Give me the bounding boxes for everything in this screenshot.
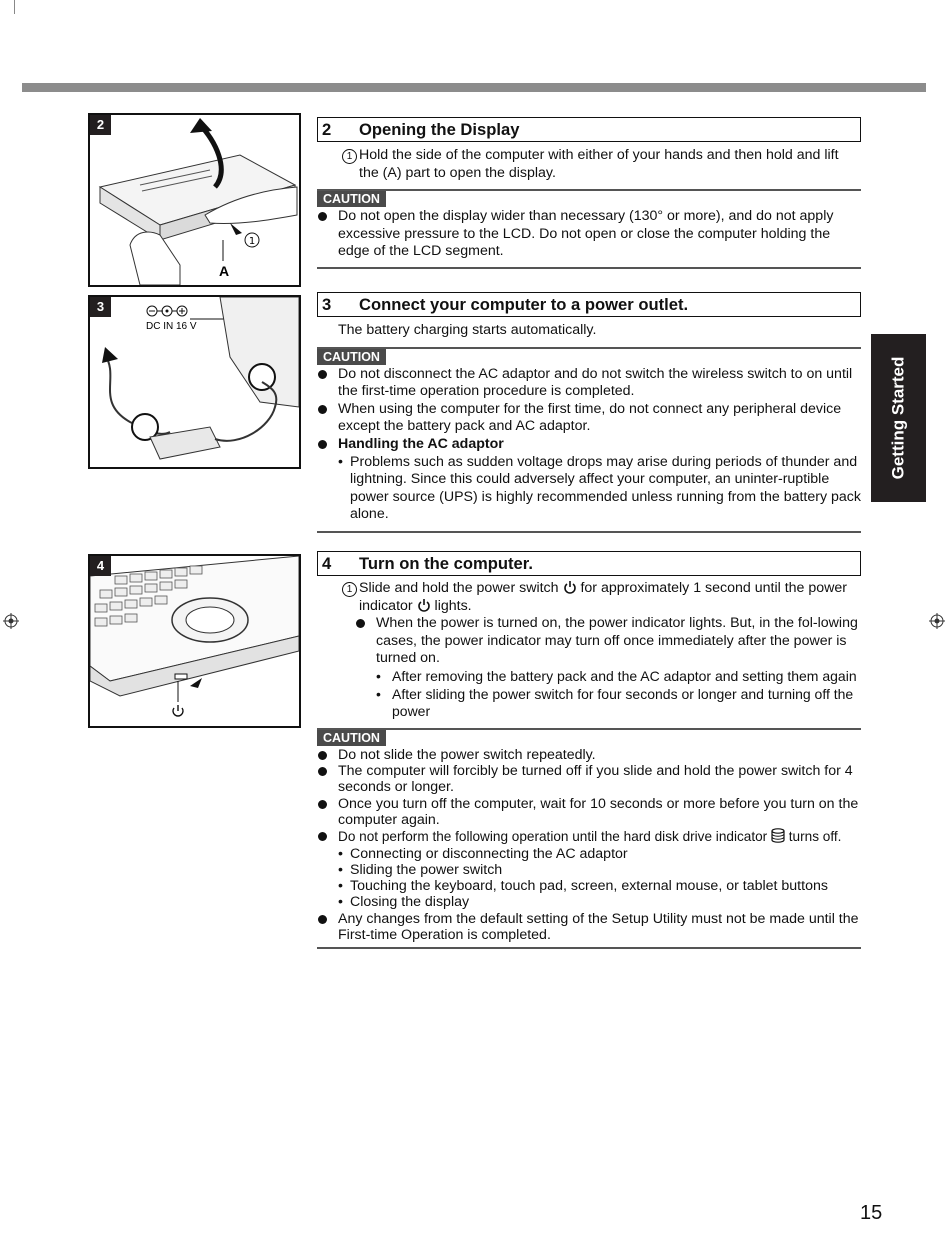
registration-mark-icon (929, 613, 945, 629)
section-title: Turn on the computer. (359, 554, 533, 573)
crop-mark-top-left (0, 0, 15, 14)
header-rule (22, 83, 926, 92)
caution-item: When using the computer for the first time, do not connect any peripheral device except the battery pack and AC adaptor. (317, 401, 861, 436)
hdd-text-1: Do not perform the following operation until the hard disk drive indicator (338, 829, 768, 845)
section-opening-display (317, 117, 861, 269)
caution-sub-item: • Sliding the power switch (317, 862, 861, 878)
section-end-rule (317, 267, 861, 269)
side-tab-getting-started (871, 334, 926, 502)
power-switch-icon (563, 580, 577, 594)
figure-turn-on (88, 554, 301, 728)
note-sub-item: • After removing the battery pack and the AC adaptor and setting them again (355, 668, 861, 686)
section-power-outlet (317, 292, 861, 533)
hdd-text-2: turns off. (788, 829, 842, 845)
section-end-rule (317, 947, 861, 949)
caution-sub-item: • Touching the keyboard, touch pad, screen, external mouse, or tablet buttons (317, 878, 861, 894)
figure-opening-display (88, 113, 301, 287)
caution-label: CAUTION (317, 349, 386, 365)
power-indicator-icon (417, 598, 431, 612)
note-item: When the power is turned on, the power indicator lights. But, in the fol-lowing cases, the power indicator may turn off once immediately after the power is turned on. (355, 615, 861, 668)
section-title: Opening the Display (359, 120, 520, 139)
figure-callout-letter: A (218, 263, 230, 279)
section-number: 4 (322, 554, 332, 573)
caution-rule (317, 347, 861, 365)
step-item (317, 147, 861, 182)
caution-rule (317, 189, 861, 207)
figure-power-outlet (88, 295, 301, 469)
step-item (317, 580, 861, 615)
caution-item: Do not disconnect the AC adaptor and do not switch the wireless switch to on until the first-time operation procedure is completed. (317, 366, 861, 401)
caution-item: Any changes from the default setting of the Setup Utility must not be made until the First-time Operation is completed. (317, 911, 861, 944)
section-intro: The battery charging starts automatically. (338, 322, 597, 338)
caution-item: Do not open the display wider than necessary (130° or more), and do not apply excessive pressure to the LCD. Do not open or close the computer holding the edge of the LCD segment. (317, 208, 861, 261)
section-heading (317, 117, 861, 142)
figure-number: 3 (90, 297, 111, 317)
caution-label: CAUTION (317, 730, 386, 746)
power-icon (173, 705, 183, 716)
step-text-1: Slide and hold the power switch (359, 580, 559, 596)
dc-polarity-icon (147, 306, 187, 316)
hard-disk-indicator-icon (771, 828, 785, 843)
section-title: Connect your computer to a power outlet. (359, 295, 689, 314)
step-text-2: for approximately 1 second until the power indicator (359, 580, 848, 614)
caution-sub-item: • Problems such as sudden voltage drops may arise during periods of thunder and lightning. Since this could adversely affect your computer, an uninter-ruptible power source (UPS) is highly recommended unless running from the battery pack alone. (317, 454, 861, 524)
side-tab-label: Getting Started (888, 356, 908, 480)
caution-item: Once you turn off the computer, wait for 10 seconds or more before you turn on the computer again. (317, 796, 861, 829)
step-number: 1 (342, 582, 357, 597)
section-heading (317, 551, 861, 576)
note-sub-item: • After sliding the power switch for four seconds or longer and turning off the power (355, 686, 861, 721)
figure-number: 2 (90, 115, 111, 135)
caution-list (317, 747, 861, 944)
caution-item: Do not slide the power switch repeatedly. (317, 747, 861, 763)
section-turn-on (317, 551, 861, 949)
caution-subheading: Handling the AC adaptor (338, 435, 504, 452)
step-text-3: lights. (434, 597, 472, 614)
caution-sub-item: • Closing the display (317, 894, 861, 910)
connector-label: DC IN 16 V (146, 321, 197, 332)
page-number: 15 (860, 1202, 883, 1224)
figure-number: 4 (90, 556, 111, 576)
step-text: Hold the side of the computer with either of your hands and then hold and lift the (A) part to open the display. (359, 147, 839, 181)
caution-item: The computer will forcibly be turned off if you slide and hold the power switch for 4 seconds or longer. (317, 763, 861, 796)
laptop-opening-illustration (90, 115, 299, 285)
caution-sub-item: • Connecting or disconnecting the AC adaptor (317, 846, 861, 862)
registration-mark-icon (3, 613, 19, 629)
keyboard-power-switch-illustration (90, 556, 299, 726)
caution-rule (317, 728, 861, 746)
figure-callout-number: 1 (248, 236, 256, 247)
ac-adaptor-illustration (90, 297, 299, 467)
caution-label: CAUTION (317, 191, 386, 207)
section-number: 3 (322, 295, 332, 314)
caution-item (317, 828, 861, 845)
section-end-rule (317, 531, 861, 533)
section-number: 2 (322, 120, 332, 139)
step-number: 1 (342, 149, 357, 164)
caution-item (317, 436, 861, 454)
section-heading (317, 292, 861, 317)
